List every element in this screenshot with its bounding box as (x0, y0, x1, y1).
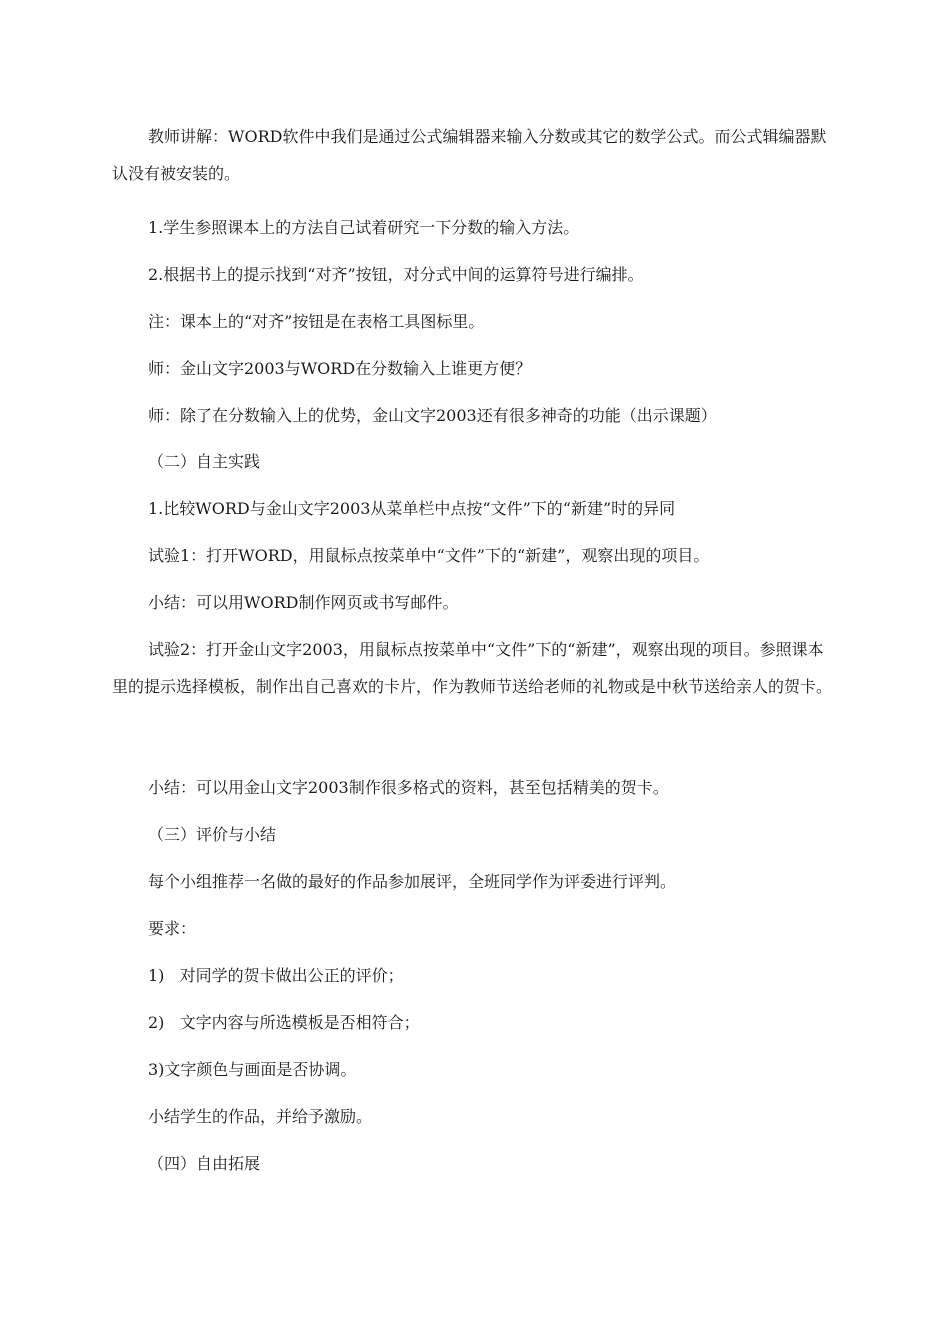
section-heading-evaluation: （三）评价与小结 (148, 825, 277, 844)
paragraph-experiment-1: 试验1：打开WORD，用鼠标点按菜单中“文件”下的“新建”，观察出现的项目。 (148, 546, 710, 565)
list-item-2: 2) 文字内容与所选模板是否相符合； (148, 1013, 420, 1032)
paragraph-teacher-intro: 师：除了在分数输入上的优势，金山文字2003还有很多神奇的功能（出示课题） (148, 406, 717, 425)
paragraph-teacher-question: 师：金山文字2003与WORD在分数输入上谁更方便？ (148, 359, 532, 378)
list-item-1: 1) 对同学的贺卡做出公正的评价； (148, 966, 404, 985)
section-heading-practice: （二）自主实践 (148, 452, 261, 471)
paragraph-step-1: 1.学生参照课本上的方法自己试着研究一下分数的输入方法。 (148, 218, 580, 237)
paragraph-compare: 1.比较WORD与金山文字2003从菜单栏中点按“文件”下的“新建”时的异同 (148, 499, 676, 518)
section-heading-extension: （四）自由拓展 (148, 1154, 261, 1173)
paragraph-summary-2: 小结：可以用金山文字2003制作很多格式的资料，甚至包括精美的贺卡。 (148, 778, 669, 797)
paragraph-step-2: 2.根据书上的提示找到“对齐”按钮，对分式中间的运算符号进行编排。 (148, 265, 644, 284)
paragraph-teacher-explanation: 教师讲解：WORD软件中我们是通过公式编辑器来输入分数或其它的数学公式。而公式辑编器默认没有被安装的。 (112, 127, 827, 183)
paragraph-experiment-2: 试验2：打开金山文字2003，用鼠标点按菜单中“文件”下的“新建”，观察出现的项目。参照课本里的提示选择模板，制作出自己喜欢的卡片，作为教师节送给老师的礼物或是中秋节送给亲人的贺卡。 (112, 640, 833, 696)
paragraph-note: 注：课本上的“对齐”按钮是在表格工具图标里。 (148, 312, 485, 331)
paragraph-requirements-label: 要求： (148, 919, 197, 938)
list-item-3: 3)文字颜色与画面是否协调。 (148, 1060, 357, 1079)
paragraph-summary-3: 小结学生的作品，并给予激励。 (148, 1107, 373, 1126)
paragraph-summary-1: 小结：可以用WORD制作网页或书写邮件。 (148, 593, 459, 612)
paragraph-group-review: 每个小组推荐一名做的最好的作品参加展评，全班同学作为评委进行评判。 (148, 872, 677, 891)
